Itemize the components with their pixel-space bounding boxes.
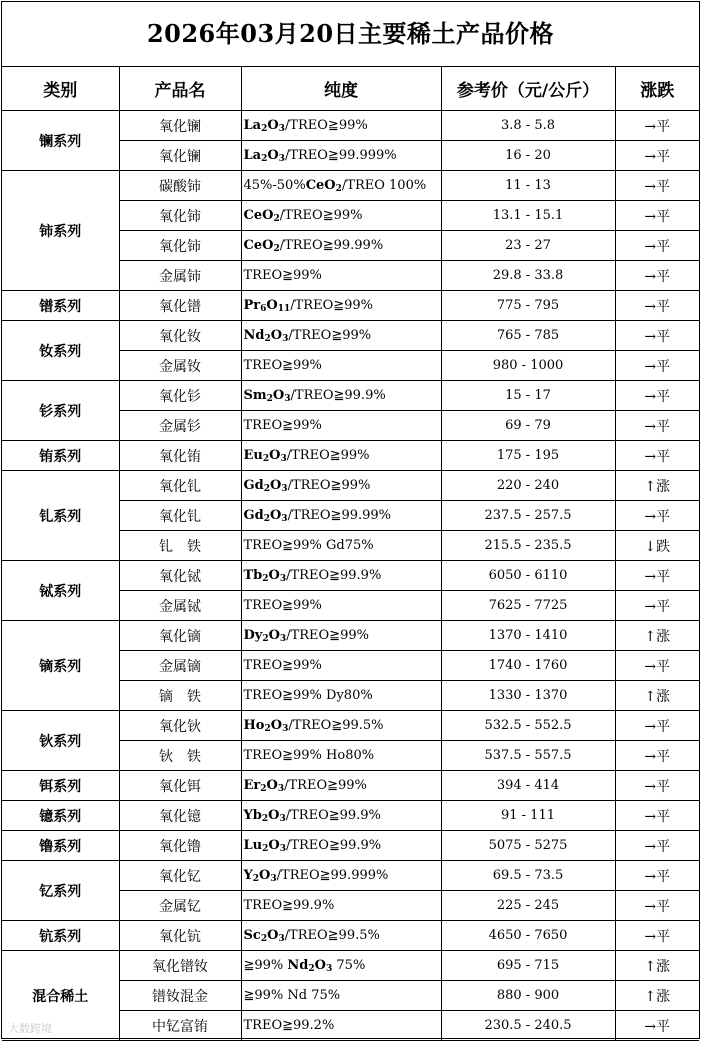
trend-cell: →平 <box>615 591 699 621</box>
price-cell: 775 - 795 <box>441 291 615 321</box>
product-name: 氧化镝 <box>119 621 241 651</box>
category-cell: 镝系列 <box>2 621 119 711</box>
purity-segment: /TREO≧99.999% <box>276 868 389 883</box>
purity-cell <box>241 621 441 651</box>
product-name: 氧化铈 <box>119 201 241 231</box>
product-name: 氧化钆 <box>119 501 241 531</box>
trend-cell: ↑涨 <box>615 471 699 501</box>
purity-segment: /TREO≧99% <box>286 448 370 463</box>
purity-segment: O <box>267 148 279 163</box>
purity-segment: /TREO≧99.99% <box>279 238 384 253</box>
price-cell: 69.5 - 73.5 <box>441 861 615 891</box>
purity-segment: O <box>269 508 282 523</box>
product-name: 氧化铈 <box>119 231 241 261</box>
purity-segment: 75% <box>332 958 366 973</box>
purity-segment: 3 <box>282 334 289 344</box>
purity-segment: 2 <box>262 634 269 644</box>
category-cell: 镥系列 <box>2 831 119 861</box>
purity-segment: /TREO≧99% <box>284 118 368 133</box>
purity-cell <box>241 321 441 351</box>
purity-segment: /TREO≧99% <box>287 478 371 493</box>
product-name: 氧化钇 <box>119 861 241 891</box>
purity-segment: 3 <box>282 724 289 734</box>
purity-segment: Eu <box>243 448 263 463</box>
purity-segment: /TREO≧99% <box>279 208 363 223</box>
product-name: 中钇富铕 <box>119 1011 241 1041</box>
product-name: 氧化镧 <box>119 141 241 171</box>
purity-cell <box>241 111 441 141</box>
product-name: 镨钕混金 <box>119 981 241 1011</box>
purity-segment: CeO <box>243 238 274 253</box>
product-name: 钆 铁 <box>119 531 241 561</box>
purity-cell <box>241 741 441 771</box>
purity-segment: 3 <box>279 634 287 644</box>
product-name: 镝 铁 <box>119 681 241 711</box>
price-cell: 175 - 195 <box>441 441 615 471</box>
purity-segment: TREO≧99% Gd75% <box>243 538 374 553</box>
purity-segment: /TREO≧99.9% <box>286 568 382 583</box>
product-name: 碳酸铈 <box>119 171 241 201</box>
table-row <box>2 471 699 501</box>
trend-cell: →平 <box>615 801 699 831</box>
purity-segment: 2 <box>262 844 269 854</box>
purity-segment: 3 <box>278 934 285 944</box>
table-row <box>2 711 699 741</box>
table-body <box>2 111 699 1041</box>
trend-cell: →平 <box>615 861 699 891</box>
purity-segment: 2 <box>308 964 315 974</box>
price-cell: 215.5 - 235.5 <box>441 531 615 561</box>
table-row <box>2 171 699 201</box>
purity-segment: 2 <box>261 814 269 824</box>
category-cell: 钬系列 <box>2 711 119 771</box>
price-table <box>2 67 699 1041</box>
trend-cell: →平 <box>615 351 699 381</box>
product-name: 氧化钐 <box>119 381 241 411</box>
purity-segment: 45%-50% <box>243 178 306 193</box>
purity-segment: Ho <box>243 718 265 733</box>
purity-segment: 2 <box>260 784 267 794</box>
category-cell: 铒系列 <box>2 771 119 801</box>
product-name: 金属钇 <box>119 891 241 921</box>
purity-cell <box>241 411 441 441</box>
purity-segment: Nd <box>243 328 265 343</box>
product-name: 氧化钆 <box>119 471 241 501</box>
price-cell: 394 - 414 <box>441 771 615 801</box>
purity-segment: 2 <box>263 484 270 494</box>
purity-segment: 3 <box>284 394 291 404</box>
purity-segment: Er <box>243 778 261 793</box>
purity-cell <box>241 531 441 561</box>
category-cell: 镱系列 <box>2 801 119 831</box>
product-name: 氧化铕 <box>119 441 241 471</box>
purity-segment: 2 <box>273 214 280 224</box>
purity-segment: O <box>314 958 326 973</box>
trend-cell: →平 <box>615 381 699 411</box>
table-row <box>2 801 699 831</box>
price-cell: 3.8 - 5.8 <box>441 111 615 141</box>
category-cell: 钐系列 <box>2 381 119 441</box>
product-name: 氧化镨 <box>119 291 241 321</box>
purity-segment: 3 <box>278 124 285 134</box>
purity-segment: O <box>268 568 280 583</box>
product-name: 氧化镱 <box>119 801 241 831</box>
category-cell: 铕系列 <box>2 441 119 471</box>
purity-cell <box>241 201 441 231</box>
price-cell: 225 - 245 <box>441 891 615 921</box>
price-cell: 220 - 240 <box>441 471 615 501</box>
header-trend: 涨跌 <box>615 67 699 111</box>
purity-cell <box>241 561 441 591</box>
price-cell: 91 - 111 <box>441 801 615 831</box>
purity-segment: /TREO≧99% <box>288 328 372 343</box>
purity-cell <box>241 231 441 261</box>
purity-segment: Dy <box>243 628 263 643</box>
product-name: 氧化镧 <box>119 111 241 141</box>
table-row <box>2 621 699 651</box>
table-row <box>2 321 699 351</box>
purity-segment: TREO≧99% Dy80% <box>243 688 373 703</box>
trend-cell: →平 <box>615 1011 699 1041</box>
purity-segment: Lu <box>243 838 263 853</box>
trend-cell: →平 <box>615 921 699 951</box>
price-cell: 980 - 1000 <box>441 351 615 381</box>
trend-cell: ↓跌 <box>615 531 699 561</box>
purity-cell <box>241 141 441 171</box>
price-cell: 230.5 - 240.5 <box>441 1011 615 1041</box>
category-cell: 铈系列 <box>2 171 119 291</box>
purity-segment: Pr <box>243 298 261 313</box>
purity-segment: /TREO≧99% <box>286 628 369 643</box>
purity-segment: /TREO≧99% <box>290 298 374 313</box>
product-name: 钬 铁 <box>119 741 241 771</box>
purity-cell <box>241 891 441 921</box>
purity-segment: O <box>269 478 282 493</box>
purity-segment: O <box>267 928 279 943</box>
product-name: 金属铈 <box>119 261 241 291</box>
purity-segment: /TREO≧99.5% <box>288 718 384 733</box>
purity-cell <box>241 711 441 741</box>
trend-cell: →平 <box>615 561 699 591</box>
price-cell: 1370 - 1410 <box>441 621 615 651</box>
trend-cell: →平 <box>615 771 699 801</box>
table-row <box>2 831 699 861</box>
price-cell: 15 - 17 <box>441 381 615 411</box>
purity-segment: 2 <box>263 514 270 524</box>
purity-segment: CeO <box>305 178 336 193</box>
purity-cell <box>241 381 441 411</box>
trend-cell: →平 <box>615 651 699 681</box>
trend-cell: →平 <box>615 261 699 291</box>
purity-segment: TREO≧99% <box>243 268 322 283</box>
purity-cell <box>241 441 441 471</box>
purity-segment: TREO≧99.2% <box>243 1018 335 1033</box>
purity-segment: 3 <box>279 574 287 584</box>
price-cell: 765 - 785 <box>441 321 615 351</box>
trend-cell: →平 <box>615 171 699 201</box>
header-price: 参考价（元/公斤） <box>441 67 615 111</box>
purity-cell <box>241 681 441 711</box>
purity-cell <box>241 591 441 621</box>
product-name: 氧化铒 <box>119 771 241 801</box>
purity-segment: 2 <box>262 454 270 464</box>
purity-segment: 2 <box>261 154 268 164</box>
purity-segment: O <box>268 628 280 643</box>
table-row <box>2 771 699 801</box>
price-cell: 537.5 - 557.5 <box>441 741 615 771</box>
page-title: 2026年03月20日主要稀土产品价格 <box>2 2 699 67</box>
table-row <box>2 861 699 891</box>
trend-cell: →平 <box>615 201 699 231</box>
watermark: 大数跨境 <box>8 1022 52 1035</box>
purity-segment: 2 <box>264 334 271 344</box>
purity-segment: /TREO 100% <box>341 178 427 193</box>
purity-segment: /TREO≧99.9% <box>290 388 386 403</box>
purity-segment: Sm <box>243 388 267 403</box>
purity-segment: 3 <box>279 814 286 824</box>
purity-cell <box>241 171 441 201</box>
purity-segment: 3 <box>277 784 285 794</box>
table-row <box>2 561 699 591</box>
price-cell: 13.1 - 15.1 <box>441 201 615 231</box>
table-row <box>2 111 699 141</box>
header-product: 产品名 <box>119 67 241 111</box>
purity-segment: 2 <box>264 724 271 734</box>
purity-segment: TREO≧99% <box>243 598 322 613</box>
category-cell: 钇系列 <box>2 861 119 921</box>
purity-cell <box>241 471 441 501</box>
product-name: 金属铽 <box>119 591 241 621</box>
price-sheet <box>1 1 700 1039</box>
purity-segment: 3 <box>281 514 288 524</box>
trend-cell: ↑涨 <box>615 981 699 1011</box>
purity-segment: Y <box>243 868 253 883</box>
purity-segment: O <box>268 838 280 853</box>
category-cell: 钕系列 <box>2 321 119 381</box>
price-cell: 69 - 79 <box>441 411 615 441</box>
product-name: 氧化镨钕 <box>119 951 241 981</box>
purity-segment: /TREO≧99.5% <box>284 928 380 943</box>
price-cell: 1740 - 1760 <box>441 651 615 681</box>
purity-segment: O <box>259 868 271 883</box>
product-name: 氧化钪 <box>119 921 241 951</box>
purity-segment: Sc <box>243 928 261 943</box>
purity-segment: O <box>266 298 278 313</box>
category-cell: 镧系列 <box>2 111 119 171</box>
purity-cell <box>241 921 441 951</box>
purity-cell <box>241 801 441 831</box>
purity-segment: O <box>267 118 279 133</box>
purity-cell <box>241 291 441 321</box>
price-cell: 237.5 - 257.5 <box>441 501 615 531</box>
purity-segment: 11 <box>277 304 291 314</box>
price-cell: 23 - 27 <box>441 231 615 261</box>
purity-segment: 2 <box>252 874 260 884</box>
price-cell: 29.8 - 33.8 <box>441 261 615 291</box>
purity-segment: TREO≧99% Ho80% <box>243 748 375 763</box>
purity-segment: 2 <box>260 934 268 944</box>
table-row <box>2 441 699 471</box>
trend-cell: →平 <box>615 711 699 741</box>
trend-cell: ↑涨 <box>615 951 699 981</box>
table-row <box>2 291 699 321</box>
purity-segment: 3 <box>279 844 286 854</box>
purity-cell <box>241 951 441 981</box>
purity-segment: Gd <box>243 508 264 523</box>
purity-cell <box>241 861 441 891</box>
header-category: 类别 <box>2 67 119 111</box>
purity-segment: O <box>268 808 280 823</box>
price-cell: 532.5 - 552.5 <box>441 711 615 741</box>
purity-cell <box>241 831 441 861</box>
category-cell: 铽系列 <box>2 561 119 621</box>
purity-cell <box>241 981 441 1011</box>
purity-segment: TREO≧99% <box>243 658 322 673</box>
product-name: 氧化铽 <box>119 561 241 591</box>
price-cell: 880 - 900 <box>441 981 615 1011</box>
trend-cell: →平 <box>615 891 699 921</box>
purity-cell <box>241 1011 441 1041</box>
trend-cell: →平 <box>615 291 699 321</box>
purity-segment: Yb <box>243 808 262 823</box>
product-name: 金属钕 <box>119 351 241 381</box>
price-cell: 6050 - 6110 <box>441 561 615 591</box>
trend-cell: →平 <box>615 741 699 771</box>
category-cell: 混合稀土 <box>2 951 119 1041</box>
purity-segment: 3 <box>326 964 333 974</box>
trend-cell: →平 <box>615 441 699 471</box>
trend-cell: ↑涨 <box>615 621 699 651</box>
purity-segment: O <box>269 448 281 463</box>
trend-cell: →平 <box>615 111 699 141</box>
purity-segment: Nd <box>287 958 309 973</box>
purity-segment: TREO≧99% <box>243 358 322 373</box>
purity-segment: 2 <box>273 244 280 254</box>
purity-segment: O <box>270 328 283 343</box>
purity-segment: /TREO≧99.999% <box>284 148 397 163</box>
purity-segment: 3 <box>281 484 288 494</box>
category-cell: 钪系列 <box>2 921 119 951</box>
trend-cell: →平 <box>615 501 699 531</box>
price-cell: 7625 - 7725 <box>441 591 615 621</box>
purity-segment: La <box>243 118 262 133</box>
purity-segment: CeO <box>243 208 274 223</box>
purity-segment: /TREO≧99.9% <box>285 838 382 853</box>
purity-segment: 2 <box>261 124 268 134</box>
trend-cell: →平 <box>615 321 699 351</box>
purity-cell <box>241 261 441 291</box>
trend-cell: →平 <box>615 831 699 861</box>
price-cell: 1330 - 1370 <box>441 681 615 711</box>
price-cell: 5075 - 5275 <box>441 831 615 861</box>
price-cell: 11 - 13 <box>441 171 615 201</box>
purity-cell <box>241 351 441 381</box>
purity-segment: 3 <box>270 874 277 884</box>
category-cell: 镨系列 <box>2 291 119 321</box>
purity-segment: /TREO≧99.99% <box>287 508 392 523</box>
purity-segment: ≧99% <box>243 958 288 973</box>
price-cell: 4650 - 7650 <box>441 921 615 951</box>
product-name: 金属镝 <box>119 651 241 681</box>
purity-segment: /TREO≧99% <box>284 778 367 793</box>
purity-segment: TREO≧99% <box>243 418 322 433</box>
purity-segment: 3 <box>280 454 287 464</box>
purity-segment: La <box>243 148 262 163</box>
purity-segment: Tb <box>243 568 263 583</box>
product-name: 氧化钕 <box>119 321 241 351</box>
purity-segment: ≧99% Nd 75% <box>243 988 341 1003</box>
category-cell: 钆系列 <box>2 471 119 561</box>
purity-segment: 2 <box>335 184 342 194</box>
price-cell: 16 - 20 <box>441 141 615 171</box>
purity-segment: O <box>266 778 278 793</box>
purity-segment: O <box>272 388 285 403</box>
purity-segment: O <box>270 718 283 733</box>
table-row <box>2 951 699 981</box>
purity-cell <box>241 771 441 801</box>
purity-segment: 2 <box>262 574 269 584</box>
purity-cell <box>241 501 441 531</box>
header-row <box>2 67 699 111</box>
price-cell: 695 - 715 <box>441 951 615 981</box>
trend-cell: →平 <box>615 411 699 441</box>
purity-segment: Gd <box>243 478 264 493</box>
table-row <box>2 381 699 411</box>
product-name: 氧化钬 <box>119 711 241 741</box>
purity-cell <box>241 651 441 681</box>
product-name: 金属钐 <box>119 411 241 441</box>
trend-cell: →平 <box>615 231 699 261</box>
trend-cell: ↑涨 <box>615 681 699 711</box>
product-name: 氧化镥 <box>119 831 241 861</box>
purity-segment: 6 <box>260 304 267 314</box>
purity-segment: 3 <box>278 154 285 164</box>
trend-cell: →平 <box>615 141 699 171</box>
header-purity: 纯度 <box>241 67 441 111</box>
purity-segment: /TREO≧99.9% <box>285 808 381 823</box>
table-row <box>2 921 699 951</box>
purity-segment: TREO≧99.9% <box>243 898 335 913</box>
purity-segment: 2 <box>266 394 273 404</box>
